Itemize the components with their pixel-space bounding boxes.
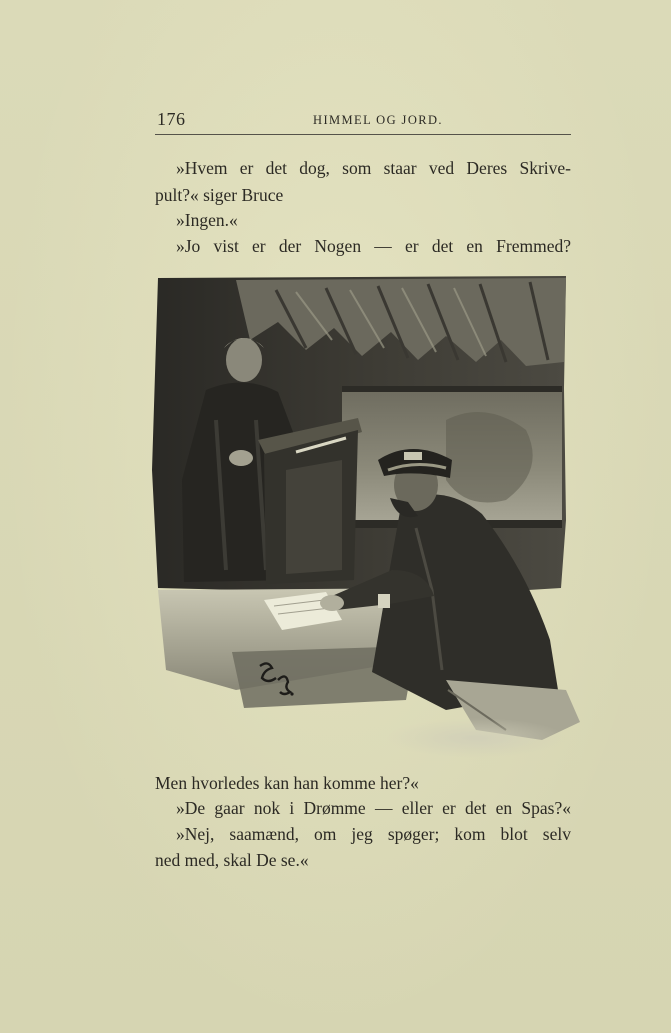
page-number: 176 [157,109,186,129]
body-text-line: »Ingen.« [176,210,238,230]
body-text-line: pult?« siger Bruce [155,185,284,205]
body-text-line: »De gaar nok i Drømme — eller er det en Spas?« [176,798,571,818]
body-text-line: Men hvorledes kan han komme her?« [155,773,419,793]
body-text-line: »Jo vist er der Nogen — er det en Fremmed? [176,236,571,256]
body-text-line: »Hvem er det dog, som staar ved Deres Skrive- [176,158,571,178]
running-title: HIMMEL OG JORD. [313,113,443,127]
running-head [155,104,571,135]
ghost-figure-head [226,338,262,382]
body-text-line: »Nej, saamænd, om jeg spøger; kom blot selv [176,824,571,844]
illustration [146,270,586,765]
body-text-line: ned med, skal De se.« [155,850,309,870]
